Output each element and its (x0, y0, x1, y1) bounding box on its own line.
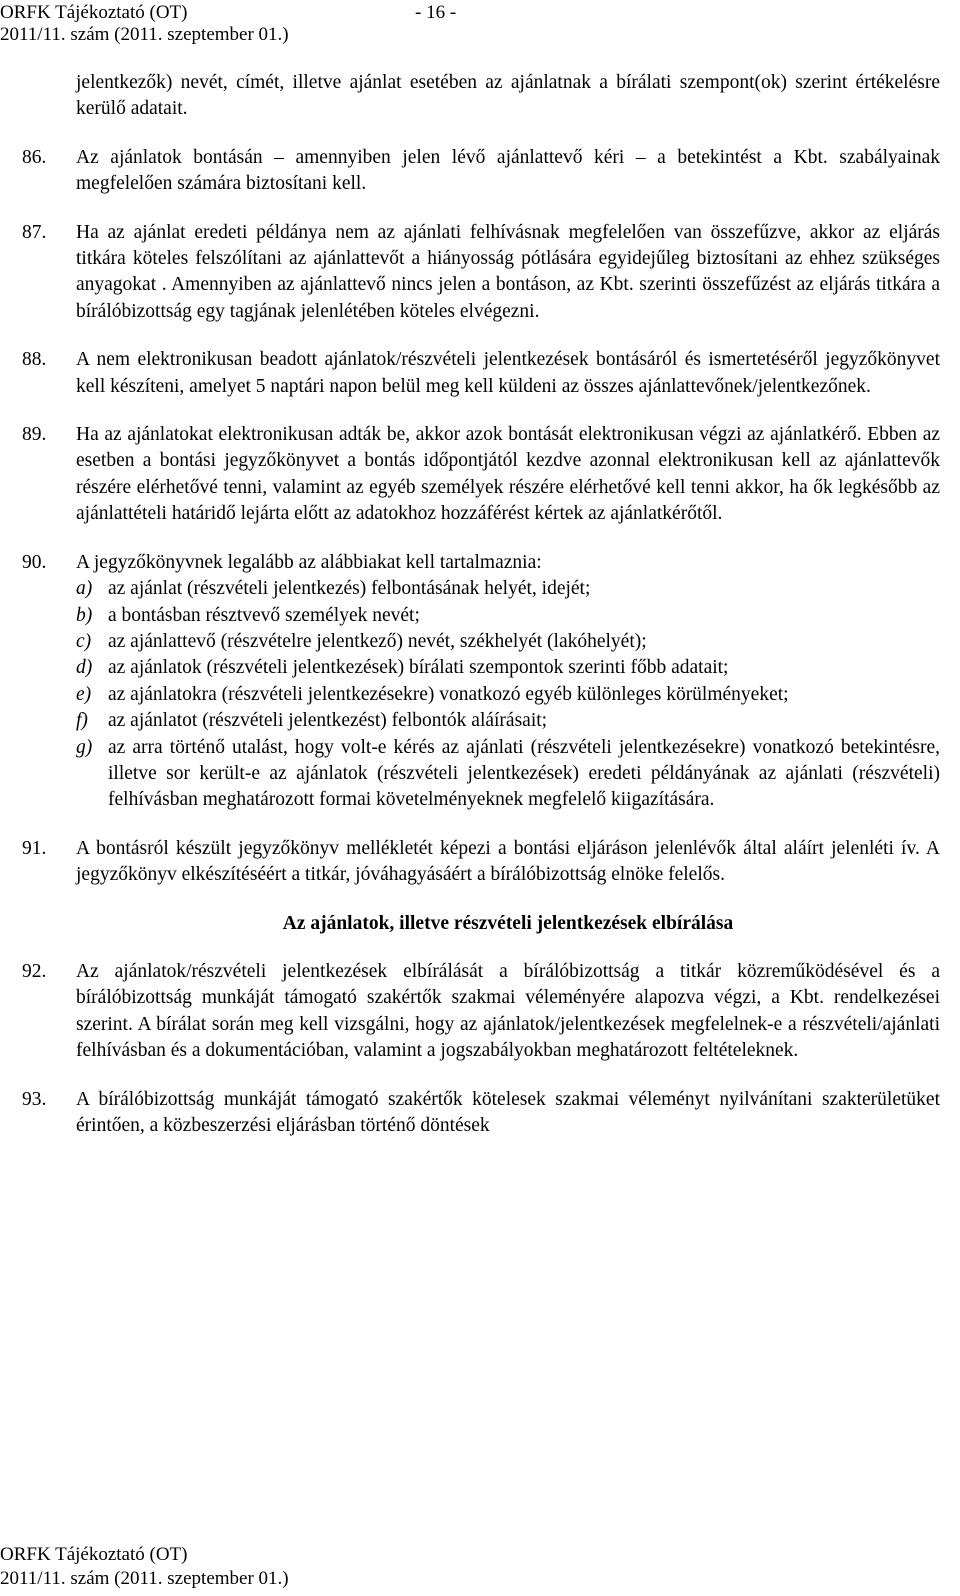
list-item (76, 655, 940, 681)
header-page-number: - 16 - (415, 2, 457, 23)
paragraph-text: A bírálóbizottság munkáját támogató szakértők kötelesek szakmai véleményt nyilvánítani szakterületüket érintően, a közbeszerzési eljárásban történő döntések (76, 1088, 940, 1136)
list-item (76, 576, 940, 602)
intro-text: jelentkezők) nevét, címét, illetve ajánlat esetében az ajánlatnak a bírálati szempont(ok) szerint értékelésre kerülő adatait. (76, 72, 940, 120)
paragraph-number: 87. (22, 221, 47, 243)
paragraph-number: 92. (22, 960, 47, 982)
list-item-text: az ajánlatot (részvételi jelentkezést) felbontók aláírásait; (108, 710, 548, 732)
list-item-letter: g) (76, 736, 93, 758)
document-body (22, 70, 940, 1139)
paragraph-91 (22, 836, 940, 889)
paragraph-number: 90. (22, 551, 47, 573)
list-item-text: a bontásban résztvevő személyek nevét; (108, 604, 420, 626)
paragraph-89 (22, 422, 940, 528)
list-item-letter: f) (76, 710, 88, 732)
paragraph-number: 89. (22, 424, 47, 446)
list-item (76, 629, 940, 655)
paragraph-90 (22, 550, 940, 814)
list-item (76, 735, 940, 814)
list-item (76, 682, 940, 708)
paragraph-text: A jegyzőkönyvnek legalább az alábbiakat kell tartalmaznia: (76, 551, 542, 573)
paragraph-number: 91. (22, 837, 47, 859)
list-item-text: az ajánlatok (részvételi jelentkezések) bírálati szempontok szerinti főbb adatait; (108, 657, 729, 679)
list-item-letter: c) (76, 630, 92, 652)
paragraph-number: 88. (22, 349, 47, 371)
paragraph-number: 93. (22, 1088, 47, 1110)
paragraph-text: Ha az ajánlatokat elektronikusan adták be, akkor azok bontását elektronikusan végzi az ajánlatkérő. Ebben az esetben a bontási jegyzőkönyvet a bontás időpontjától kezdve azonnal elektronikusan kell az ajánlattevők részére elérhetővé tenni, valamint az egyéb személyek részére elérhetővé kell tenni akkor, ha ők legkésőbb az ajánlattételi határidő lejárta előtt az adatokhoz hozzáférést kértek az ajánlatkérőtől. (76, 424, 940, 525)
section-heading: Az ajánlatok, illetve részvételi jelentkezések elbírálása (282, 912, 734, 934)
list-item-text: az ajánlattevő (részvételre jelentkező) nevét, székhelyét (lakóhelyét); (108, 630, 647, 652)
list-item-letter: a) (76, 578, 93, 600)
paragraph-text: Az ajánlatok/részvételi jelentkezések elbírálását a bírálóbizottság a titkár közreműködésével és a bírálóbizottság munkáját támogató szakértők szakmai véleményére alapozva végzi, a Kbt. rendelkezései szerint. A bírálat során meg kell vizsgálni, hogy az ajánlatok/jelentkezések megfelelnek-e a részvételi/ajánlati felhívásban és a dokumentációban, valamint a jogszabályokban meghatározott feltételeknek. (76, 960, 940, 1062)
list-item-letter: b) (76, 604, 93, 626)
paragraph-number: 86. (22, 146, 47, 168)
list-item-text: az arra történő utalást, hogy volt-e kérés az ajánlati (részvételi jelentkezésekre) vonatkozó betekintésre, illetve sor került-e az ajánlatok (részvételi jelentkezések) eredeti példányának az ajánlati (részvételi) felhívásban meghatározott formai követelményeknek megfelelő kiigazítására. (108, 736, 940, 811)
paragraph-93 (22, 1087, 940, 1140)
list-item-text: az ajánlatokra (részvételi jelentkezésekre) vonatkozó egyéb különleges körülményeket; (108, 683, 789, 705)
paragraph-87 (22, 220, 940, 326)
intro-continuation (22, 70, 940, 123)
paragraph-92 (22, 959, 940, 1065)
paragraph-text: Az ajánlatok bontásán – amennyiben jelen lévő ajánlattevő kéri – a betekintést a Kbt. szabályainak megfelelően számára biztosítani kell. (76, 146, 940, 195)
list-item-letter: e) (76, 683, 92, 705)
list-item-text: az ajánlat (részvételi jelentkezés) felbontásának helyét, idejét; (108, 578, 591, 600)
paragraph-text: A nem elektronikusan beadott ajánlatok/részvételi jelentkezések bontásáról és ismertetéséről jegyzőkönyvet kell készíteni, amelyet 5 naptári napon belül meg kell küldeni az összes ajánlattevőnek/jelentkezőnek. (76, 349, 940, 397)
list-item (76, 708, 940, 734)
header-publication-title: ORFK Tájékoztató (OT) (0, 2, 188, 23)
footer-publication-title: ORFK Tájékoztató (OT) (0, 1544, 188, 1565)
paragraph-text: A bontásról készült jegyzőkönyv mellékletét képezi a bontási eljáráson jelenlévők által aláírt jelenléti ív. A jegyzőkönyv elkészítéséért a titkár, jóváhagyásáért a bírálóbizottság elnöke felelős. (76, 837, 940, 886)
paragraph-88 (22, 347, 940, 400)
paragraph-86 (22, 145, 940, 198)
footer-issue-date: 2011/11. szám (2011. szeptember 01.) (0, 1568, 289, 1589)
paragraph-text: Ha az ajánlat eredeti példánya nem az ajánlati felhívásnak megfelelően van összefűzve, akkor az eljárás titkára köteles felszólítani az ajánlattevőt a hiányosság pótlására egyidejűleg biztosítani az ehhez szükséges anyagokat . Amennyiben az ajánlattevő nincs jelen a bontáson, az Kbt. szerinti összefűzést az eljárás titkára a bírálóbizottság egy tagjának jelenlétében köteles elvégezni. (76, 221, 940, 322)
header-issue-date: 2011/11. szám (2011. szeptember 01.) (0, 24, 289, 45)
list-item (76, 603, 940, 629)
list-item-letter: d) (76, 657, 93, 679)
